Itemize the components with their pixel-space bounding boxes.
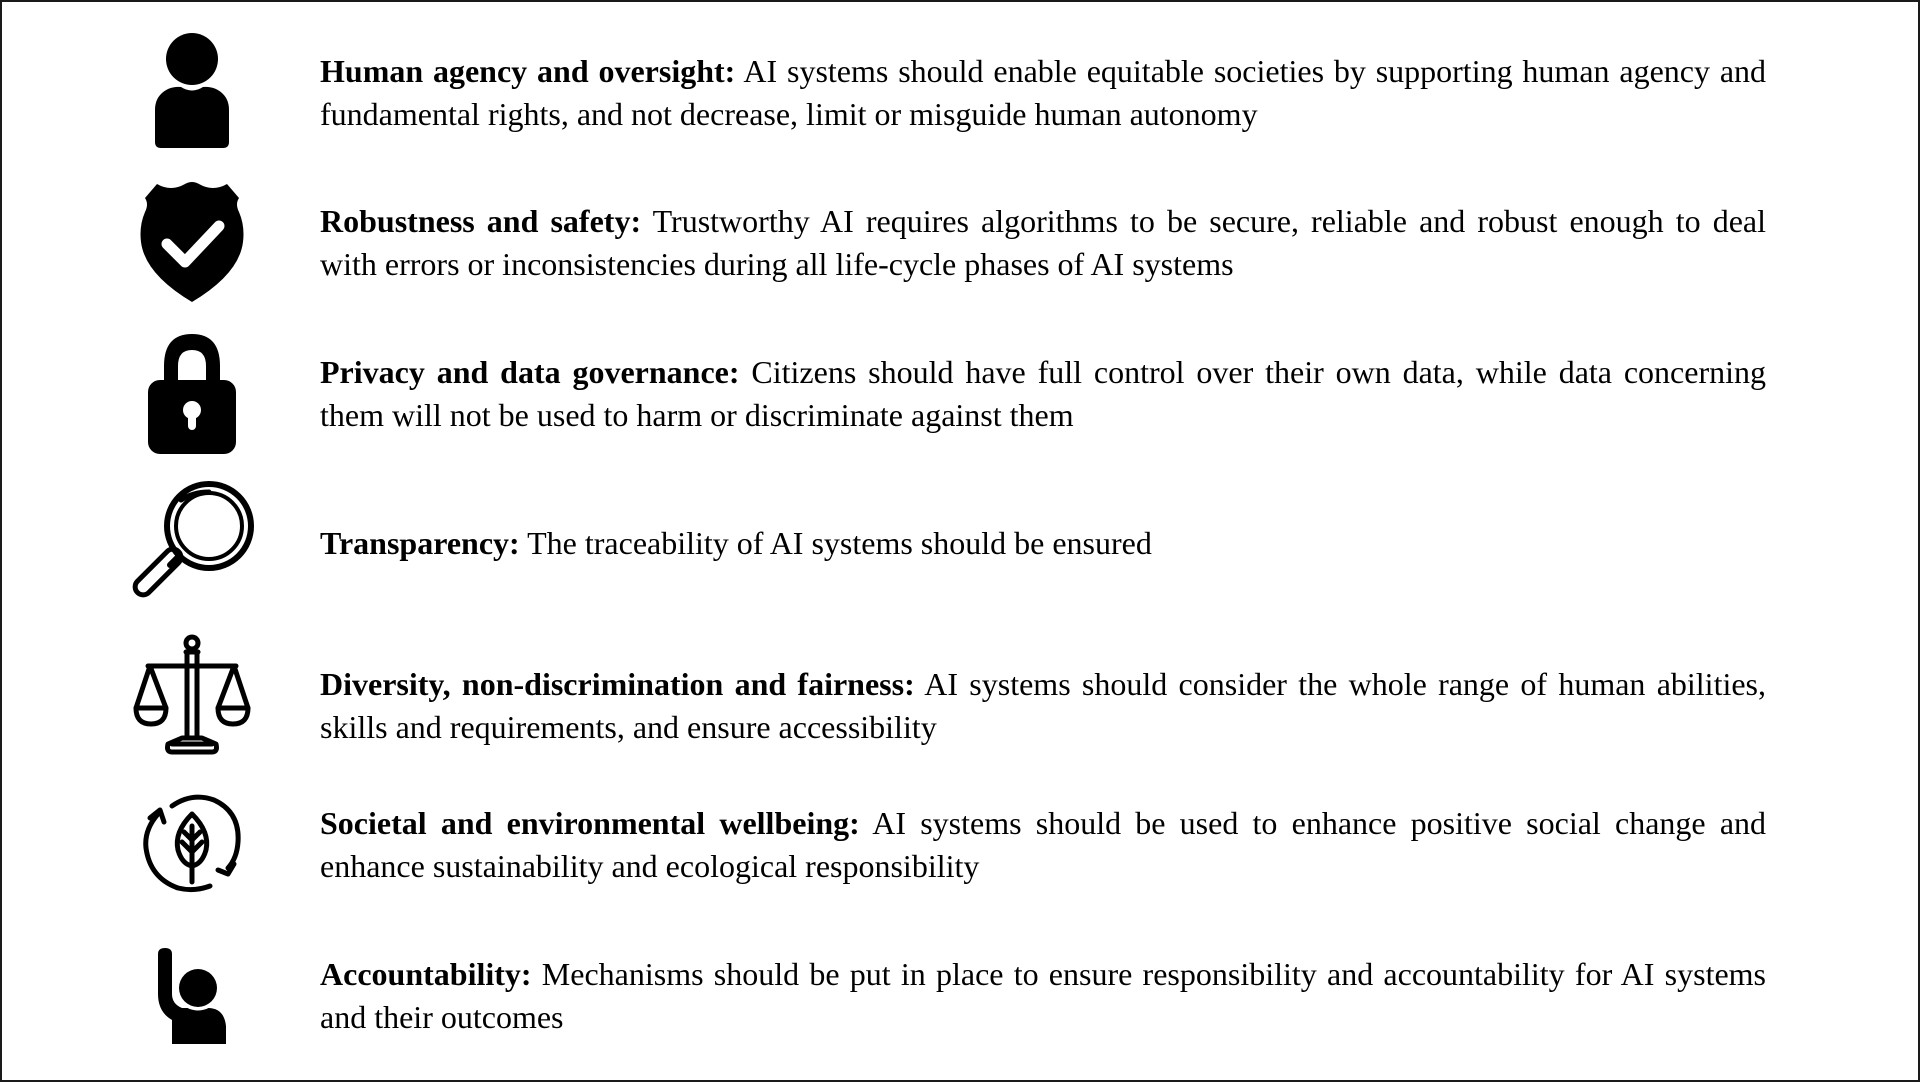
- principle-text: [320, 663, 1766, 749]
- person-icon: [127, 32, 257, 150]
- principle-title: Robustness and safety:: [320, 203, 642, 239]
- balance-scale-icon: [127, 634, 257, 756]
- principle-description: Trustworthy AI requires algorithms to be secure, reliable and robust enough to deal with errors or inconsistencies during all life-cycle phases of AI systems: [320, 203, 1767, 282]
- principle-description: The traceability of AI systems should be ensured: [527, 525, 1152, 561]
- principle-description: AI systems should enable equitable societies by supporting human agency and fundamental rights, and not decrease, limit or misguide human autonomy: [320, 53, 1767, 132]
- principle-title: Societal and environmental wellbeing:: [320, 805, 860, 841]
- principle-title: Diversity, non-discrimination and fairness:: [320, 666, 915, 702]
- principle-text: [320, 351, 1766, 437]
- magnifying-glass-icon: [127, 478, 257, 608]
- principle-text: [320, 802, 1766, 888]
- principle-description: Mechanisms should be put in place to ensure responsibility and accountability for AI systems and their outcomes: [320, 956, 1767, 1035]
- principle-title: Transparency:: [320, 525, 520, 561]
- raised-hand-person-icon: [127, 946, 257, 1046]
- shield-check-icon: [127, 178, 257, 304]
- principle-title: Privacy and data governance:: [320, 354, 740, 390]
- principle-description: AI systems should consider the whole range of human abilities, skills and requirements, and ensure accessibility: [320, 666, 1767, 745]
- principle-text: [320, 50, 1766, 136]
- principle-text: [320, 200, 1766, 286]
- recycle-leaf-icon: [127, 792, 257, 896]
- principle-title: Accountability:: [320, 956, 532, 992]
- padlock-icon: [127, 328, 257, 456]
- principle-title: Human agency and oversight:: [320, 53, 736, 89]
- principle-description: Citizens should have full control over their own data, while data concerning them will not be used to harm or discriminate against them: [320, 354, 1766, 433]
- principle-description: AI systems should be used to enhance positive social change and enhance sustainability and ecological responsibility: [320, 805, 1767, 884]
- principle-text: [320, 522, 1766, 565]
- principle-text: [320, 953, 1766, 1039]
